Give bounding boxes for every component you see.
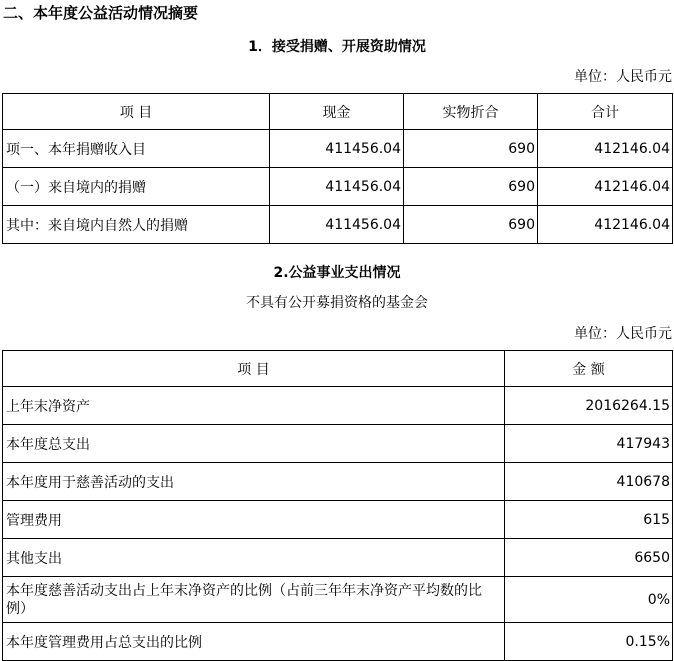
cash-value: 411456.04 (270, 168, 404, 206)
amount-value: 0.15% (505, 623, 673, 661)
table-row (3, 130, 673, 168)
donation-table (2, 93, 673, 244)
expenditure-subtitle: 不具有公开募捐资格的基金会 (246, 295, 428, 311)
cash-value: 411456.04 (270, 206, 404, 244)
header-total: 合计 (538, 94, 673, 130)
table-row (3, 387, 673, 425)
header-amount: 金 额 (505, 351, 673, 387)
row-label: （一）来自境内的捐赠 (3, 168, 270, 206)
table-row (3, 539, 673, 577)
total-value: 412146.04 (538, 130, 673, 168)
table-row (3, 463, 673, 501)
total-value: 412146.04 (538, 206, 673, 244)
header-item: 项 目 (3, 94, 270, 130)
amount-value: 0% (505, 577, 673, 623)
expenditure-table (2, 350, 673, 661)
donation-unit-label: 单位：人民币元 (574, 69, 672, 85)
row-label: 管理费用 (3, 501, 505, 539)
row-label: 项一、本年捐赠收入目 (3, 130, 270, 168)
row-label: 本年度慈善活动支出占上年末净资产的比例（占前三年年末净资产平均数的比例） (3, 577, 505, 623)
row-label: 其中：来自境内自然人的捐赠 (3, 206, 270, 244)
amount-value: 615 (505, 501, 673, 539)
row-label: 本年度用于慈善活动的支出 (3, 463, 505, 501)
row-label: 其他支出 (3, 539, 505, 577)
donation-section-title: 1．接受捐赠、开展资助情况 (248, 39, 426, 55)
in-kind-value: 690 (404, 130, 538, 168)
amount-value: 6650 (505, 539, 673, 577)
amount-value: 410678 (505, 463, 673, 501)
table-row (3, 623, 673, 661)
row-label: 本年度管理费用占总支出的比例 (3, 623, 505, 661)
donation-header-row (3, 94, 673, 130)
expenditure-section-title: 2.公益事业支出情况 (273, 265, 401, 281)
total-value: 412146.04 (538, 168, 673, 206)
table-row (3, 501, 673, 539)
section-title: 二、本年度公益活动情况摘要 (3, 4, 199, 22)
in-kind-value: 690 (404, 168, 538, 206)
table-row (3, 168, 673, 206)
row-label: 上年末净资产 (3, 387, 505, 425)
header-in-kind: 实物折合 (404, 94, 538, 130)
in-kind-value: 690 (404, 206, 538, 244)
amount-value: 2016264.15 (505, 387, 673, 425)
table-row (3, 425, 673, 463)
row-label: 本年度总支出 (3, 425, 505, 463)
expenditure-unit-label: 单位：人民币元 (574, 326, 672, 342)
cash-value: 411456.04 (270, 130, 404, 168)
amount-value: 417943 (505, 425, 673, 463)
header-cash: 现金 (270, 94, 404, 130)
expenditure-header-row (3, 351, 673, 387)
table-row (3, 577, 673, 623)
header-item: 项 目 (3, 351, 505, 387)
table-row (3, 206, 673, 244)
